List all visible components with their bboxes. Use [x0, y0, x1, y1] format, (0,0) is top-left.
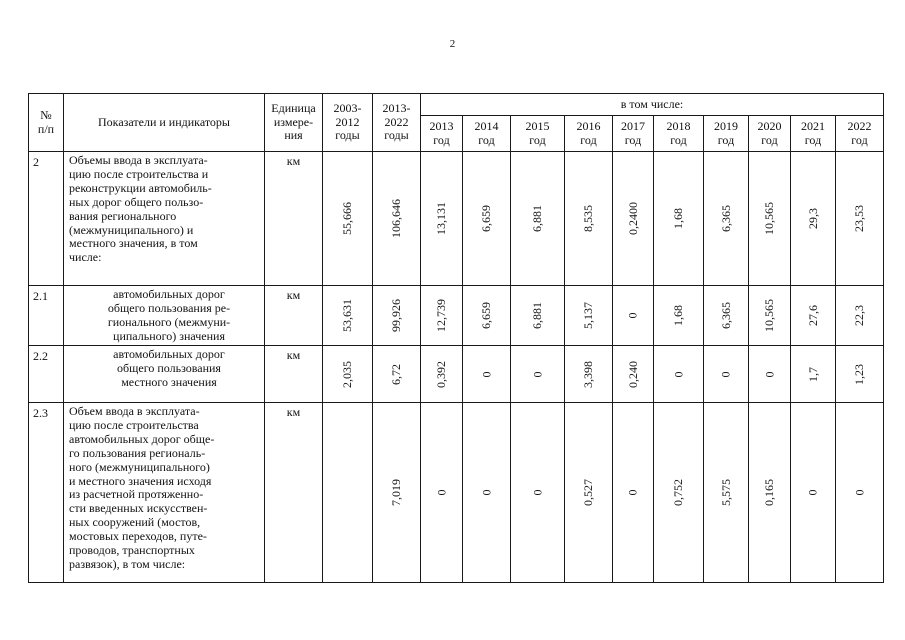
- header-year: [704, 116, 749, 152]
- row-value: [791, 403, 836, 583]
- header-year-label: 2018 год: [666, 118, 691, 147]
- row-value: [749, 286, 791, 346]
- row-value-text: 0: [434, 489, 448, 496]
- row-number: [29, 403, 64, 583]
- table-row: [29, 346, 884, 403]
- row-value: [323, 346, 373, 403]
- row-value-text: 10,565: [762, 202, 776, 235]
- header-year: [511, 116, 565, 152]
- table-row: [29, 152, 884, 286]
- header-year: [613, 116, 654, 152]
- header-year: [421, 116, 463, 152]
- header-unit: [265, 94, 323, 152]
- row-value-text: 6,881: [530, 302, 544, 329]
- row-value-text: 0: [625, 312, 640, 319]
- header-year-label: 2022 год: [847, 118, 872, 147]
- row-value: [421, 286, 463, 346]
- row-value-text: 0: [530, 489, 544, 496]
- indicators-table: [28, 93, 884, 583]
- row-value-text: 1,23: [852, 363, 866, 385]
- row-value: [323, 286, 373, 346]
- row-value-text: 0,392: [434, 360, 448, 388]
- row-unit: [265, 286, 323, 346]
- row-value: [704, 286, 749, 346]
- row-unit: [265, 346, 323, 403]
- row-value: [463, 152, 511, 286]
- table-row: [29, 403, 884, 583]
- row-value: [791, 346, 836, 403]
- header-year: [565, 116, 613, 152]
- row-value-text: 1,7: [805, 366, 820, 382]
- row-indicator: [64, 286, 265, 346]
- row-value: [421, 346, 463, 403]
- header-year-label: 2014 год: [474, 118, 499, 147]
- row-value: [373, 346, 421, 403]
- header-including-label: в том числе:: [620, 96, 684, 111]
- row-unit: [265, 152, 323, 286]
- row-value: [749, 403, 791, 583]
- row-unit-text: км: [286, 154, 301, 168]
- header-period-2013-2022-label: 2013- 2022 годы: [382, 100, 411, 143]
- row-value-text: 0: [671, 371, 685, 377]
- row-value: [565, 152, 613, 286]
- row-unit-text: км: [286, 288, 301, 302]
- row-unit: [265, 403, 323, 583]
- row-value: [749, 152, 791, 286]
- row-value-text: 5,575: [718, 479, 733, 506]
- table-row: [29, 286, 884, 346]
- header-year: [463, 116, 511, 152]
- row-value-text: 0,527: [581, 479, 595, 506]
- row-value-text: 0: [852, 489, 866, 496]
- header-num: [29, 94, 64, 152]
- row-value: [463, 286, 511, 346]
- row-value-text: 106,646: [389, 199, 403, 238]
- row-value-text: 6,365: [718, 205, 733, 232]
- row-value: [836, 346, 884, 403]
- row-value-text: 99,926: [389, 299, 403, 332]
- row-value: [373, 403, 421, 583]
- header-period-2013-2022: [373, 94, 421, 152]
- row-value: [836, 286, 884, 346]
- row-value: [511, 403, 565, 583]
- row-indicator-text: Объем ввода в эксплуата- цию после строительства автомобильных дорог обще- го пользования региональ- ного (межмуниципального) и местного значения исходя из расчетной протяженно- сти введенных искусствен- ных сооружений (мостов, мостовых переходов, путе- проводов, транспортных развязок), в том числе:: [69, 404, 215, 571]
- row-value-text: 6,881: [530, 205, 544, 232]
- row-value: [421, 152, 463, 286]
- row-value-text: 6,659: [479, 302, 493, 329]
- page-number: 2: [449, 38, 456, 50]
- header-year-label: 2015 год: [525, 118, 550, 147]
- row-value-text: 0,2400: [625, 202, 640, 235]
- row-value: [704, 152, 749, 286]
- row-value-text: 7,019: [389, 479, 403, 506]
- row-value-text: 0: [718, 371, 733, 377]
- row-value-text: 1,68: [671, 305, 685, 326]
- row-value-text: 10,565: [762, 299, 776, 332]
- row-value: [836, 403, 884, 583]
- row-value-text: 53,631: [340, 299, 354, 332]
- row-number-text: 2.1: [33, 289, 48, 303]
- header-year: [836, 116, 884, 152]
- header-num-label: № п/п: [37, 107, 55, 136]
- header-year-label: 2013 год: [429, 118, 454, 147]
- row-value-text: 29,3: [805, 208, 820, 229]
- row-value-text: 0: [805, 489, 820, 496]
- row-value: [373, 152, 421, 286]
- row-value-text: 0: [530, 371, 544, 377]
- row-value-text: 6,72: [389, 363, 403, 385]
- header-year-label: 2019 год: [714, 118, 738, 147]
- row-value: [511, 152, 565, 286]
- row-indicator-text: автомобильных дорог общего пользования местного значения: [113, 347, 225, 389]
- header-year-label: 2017 год: [621, 118, 645, 147]
- row-value: [654, 152, 704, 286]
- row-value: [749, 346, 791, 403]
- row-value-text: 0,240: [625, 360, 640, 388]
- row-value: [463, 346, 511, 403]
- row-value-text: 1,68: [671, 208, 685, 229]
- row-value: [836, 152, 884, 286]
- row-value-text: 6,365: [718, 302, 733, 329]
- row-value: [654, 403, 704, 583]
- row-value: [704, 346, 749, 403]
- row-value-text: 0: [625, 489, 640, 496]
- row-value-text: 22,3: [852, 305, 866, 326]
- header-year-label: 2016 год: [576, 118, 601, 147]
- header-row-1: [29, 94, 884, 116]
- header-year-label: 2020 год: [757, 118, 782, 147]
- row-value: [511, 346, 565, 403]
- row-value-text: 6,659: [479, 205, 493, 232]
- row-value: [373, 286, 421, 346]
- row-value-text: 3,398: [581, 360, 595, 388]
- row-number-text: 2: [33, 155, 39, 169]
- row-value: [565, 346, 613, 403]
- row-indicator-text: автомобильных дорог общего пользования ре- гионального (межмуни- ципального) значения: [107, 287, 231, 343]
- row-number: [29, 152, 64, 286]
- row-value: [654, 286, 704, 346]
- row-unit-text: км: [286, 348, 301, 362]
- row-value: [323, 152, 373, 286]
- header-period-2003-2012-label: 2003- 2012 годы: [333, 100, 362, 143]
- header-year-label: 2021 год: [801, 118, 825, 147]
- row-unit-text: км: [286, 405, 301, 419]
- header-year: [791, 116, 836, 152]
- row-value: [791, 286, 836, 346]
- row-value-text: 2,035: [340, 360, 354, 388]
- header-year: [749, 116, 791, 152]
- row-value: [791, 152, 836, 286]
- row-value: [613, 286, 654, 346]
- row-value-text: 0,752: [671, 479, 685, 506]
- row-number: [29, 346, 64, 403]
- header-indicators-label: Показатели и индикаторы: [98, 114, 230, 129]
- row-value: [613, 152, 654, 286]
- row-value: [613, 346, 654, 403]
- row-indicator: [64, 152, 265, 286]
- row-value-text: 0: [479, 371, 493, 377]
- row-number-text: 2.2: [33, 349, 48, 363]
- header-unit-label: Единица измере- ния: [271, 100, 316, 143]
- row-number: [29, 286, 64, 346]
- row-indicator-text: Объемы ввода в эксплуата- цию после строительства и реконструкции автомобиль- ных дорог общего пользо- вания регионального (межмуниципального) и местного значения, в том числе:: [69, 153, 212, 265]
- row-value: [511, 286, 565, 346]
- row-value-text: 5,137: [581, 302, 595, 329]
- row-value: [613, 403, 654, 583]
- header-year: [654, 116, 704, 152]
- row-value-text: 0: [479, 489, 493, 496]
- row-value-text: 13,131: [434, 202, 448, 235]
- row-value: [565, 403, 613, 583]
- row-value: [421, 403, 463, 583]
- row-value-text: 23,53: [852, 205, 866, 232]
- row-value: [654, 346, 704, 403]
- row-value: [565, 286, 613, 346]
- row-value: [704, 403, 749, 583]
- header-indicators: [64, 94, 265, 152]
- header-including: [421, 94, 884, 116]
- header-period-2003-2012: [323, 94, 373, 152]
- row-indicator: [64, 403, 265, 583]
- row-value-text: 0,165: [762, 479, 776, 506]
- row-value-text: 8,535: [581, 205, 595, 232]
- row-value-text: 12,739: [434, 299, 448, 332]
- row-value: [323, 403, 373, 583]
- row-indicator: [64, 346, 265, 403]
- row-number-text: 2.3: [33, 406, 48, 420]
- row-value: [463, 403, 511, 583]
- row-value-text: 55,666: [340, 202, 354, 235]
- row-value-text: 0: [762, 371, 776, 377]
- row-value-text: 27,6: [805, 305, 820, 326]
